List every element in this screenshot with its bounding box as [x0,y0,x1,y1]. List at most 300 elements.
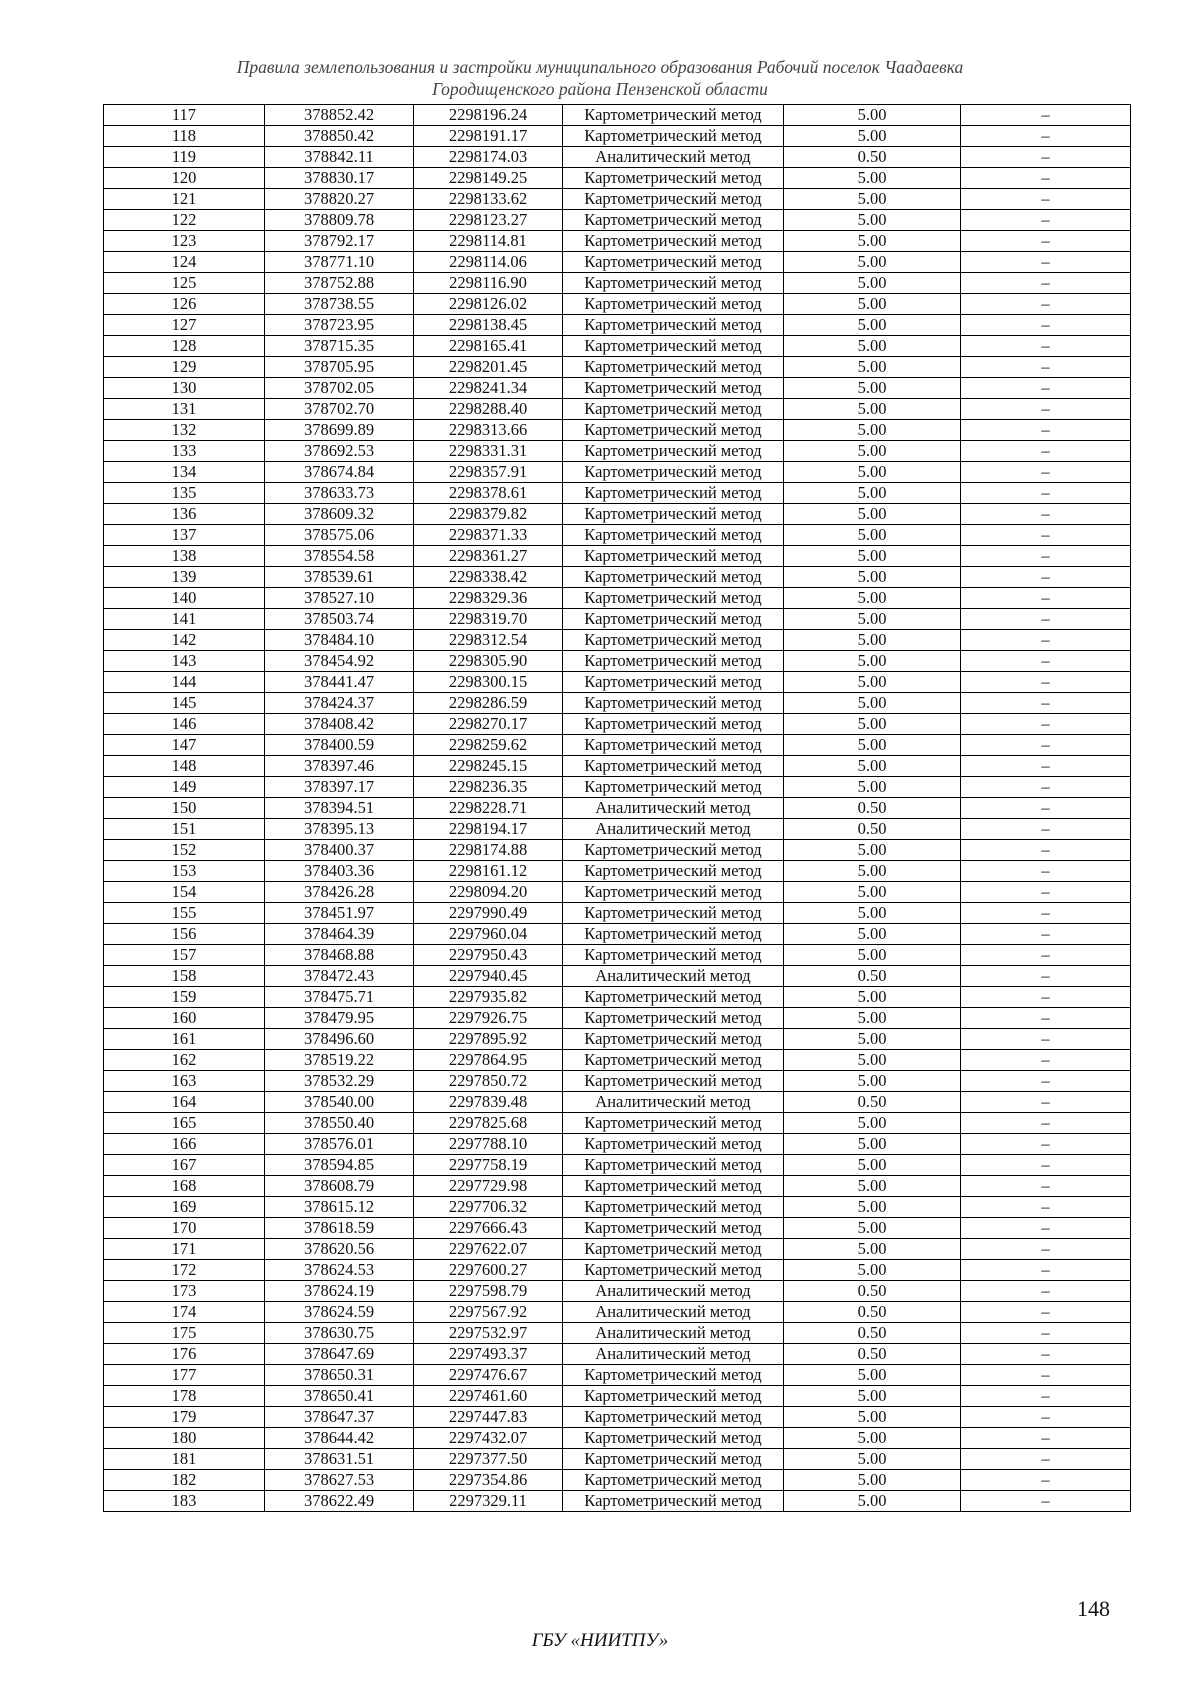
accuracy-cell: 5.00 [784,294,961,315]
note-cell: – [961,609,1131,630]
note-cell: – [961,672,1131,693]
point-number-cell: 160 [104,1008,265,1029]
point-number-cell: 177 [104,1365,265,1386]
accuracy-cell: 0.50 [784,798,961,819]
table-row [104,1260,1131,1281]
y-coordinate-cell: 2298241.34 [414,378,563,399]
note-cell: – [961,273,1131,294]
y-coordinate-cell: 2297567.92 [414,1302,563,1323]
accuracy-cell: 5.00 [784,315,961,336]
y-coordinate-cell: 2298338.42 [414,567,563,588]
table-row [104,630,1131,651]
note-cell: – [961,1134,1131,1155]
y-coordinate-cell: 2298319.70 [414,609,563,630]
point-number-cell: 139 [104,567,265,588]
table-row [104,1449,1131,1470]
accuracy-cell: 5.00 [784,252,961,273]
accuracy-cell: 5.00 [784,525,961,546]
note-cell: – [961,1029,1131,1050]
note-cell: – [961,1407,1131,1428]
point-number-cell: 154 [104,882,265,903]
x-coordinate-cell: 378426.28 [265,882,414,903]
note-cell: – [961,1470,1131,1491]
y-coordinate-cell: 2298361.27 [414,546,563,567]
point-number-cell: 145 [104,693,265,714]
point-number-cell: 171 [104,1239,265,1260]
method-cell: Картометрический метод [563,777,784,798]
note-cell: – [961,840,1131,861]
note-cell: – [961,1344,1131,1365]
y-coordinate-cell: 2298371.33 [414,525,563,546]
point-number-cell: 162 [104,1050,265,1071]
point-number-cell: 127 [104,315,265,336]
point-number-cell: 174 [104,1302,265,1323]
note-cell: – [961,777,1131,798]
y-coordinate-cell: 2298094.20 [414,882,563,903]
method-cell: Картометрический метод [563,1134,784,1155]
method-cell: Картометрический метод [563,903,784,924]
note-cell: – [961,315,1131,336]
accuracy-cell: 5.00 [784,882,961,903]
table-row [104,798,1131,819]
point-number-cell: 146 [104,714,265,735]
table-row [104,735,1131,756]
y-coordinate-cell: 2297706.32 [414,1197,563,1218]
point-number-cell: 123 [104,231,265,252]
point-number-cell: 122 [104,210,265,231]
x-coordinate-cell: 378618.59 [265,1218,414,1239]
point-number-cell: 157 [104,945,265,966]
y-coordinate-cell: 2297758.19 [414,1155,563,1176]
table-row [104,1218,1131,1239]
accuracy-cell: 5.00 [784,231,961,252]
table-row [104,840,1131,861]
x-coordinate-cell: 378699.89 [265,420,414,441]
method-cell: Картометрический метод [563,840,784,861]
method-cell: Картометрический метод [563,357,784,378]
y-coordinate-cell: 2298174.03 [414,147,563,168]
table-row [104,1134,1131,1155]
point-number-cell: 147 [104,735,265,756]
method-cell: Картометрический метод [563,567,784,588]
method-cell: Картометрический метод [563,1386,784,1407]
table-row [104,945,1131,966]
table-row [104,1365,1131,1386]
accuracy-cell: 5.00 [784,1155,961,1176]
x-coordinate-cell: 378809.78 [265,210,414,231]
note-cell: – [961,1155,1131,1176]
point-number-cell: 172 [104,1260,265,1281]
table-row [104,168,1131,189]
accuracy-cell: 0.50 [784,1281,961,1302]
x-coordinate-cell: 378705.95 [265,357,414,378]
note-cell: – [961,378,1131,399]
note-cell: – [961,441,1131,462]
method-cell: Картометрический метод [563,441,784,462]
y-coordinate-cell: 2298312.54 [414,630,563,651]
note-cell: – [961,1239,1131,1260]
table-row [104,1386,1131,1407]
method-cell: Картометрический метод [563,126,784,147]
table-row [104,987,1131,1008]
y-coordinate-cell: 2298259.62 [414,735,563,756]
method-cell: Картометрический метод [563,399,784,420]
accuracy-cell: 5.00 [784,105,961,126]
y-coordinate-cell: 2297729.98 [414,1176,563,1197]
y-coordinate-cell: 2298114.06 [414,252,563,273]
x-coordinate-cell: 378527.10 [265,588,414,609]
note-cell: – [961,168,1131,189]
accuracy-cell: 5.00 [784,1113,961,1134]
method-cell: Картометрический метод [563,924,784,945]
y-coordinate-cell: 2297864.95 [414,1050,563,1071]
note-cell: – [961,945,1131,966]
point-number-cell: 150 [104,798,265,819]
accuracy-cell: 5.00 [784,756,961,777]
x-coordinate-cell: 378408.42 [265,714,414,735]
accuracy-cell: 5.00 [784,378,961,399]
accuracy-cell: 5.00 [784,735,961,756]
y-coordinate-cell: 2298378.61 [414,483,563,504]
note-cell: – [961,546,1131,567]
y-coordinate-cell: 2298123.27 [414,210,563,231]
method-cell: Картометрический метод [563,756,784,777]
coordinates-table [103,104,1131,1512]
y-coordinate-cell: 2297329.11 [414,1491,563,1512]
point-number-cell: 161 [104,1029,265,1050]
note-cell: – [961,357,1131,378]
method-cell: Аналитический метод [563,1092,784,1113]
method-cell: Картометрический метод [563,1176,784,1197]
y-coordinate-cell: 2298161.12 [414,861,563,882]
point-number-cell: 138 [104,546,265,567]
method-cell: Картометрический метод [563,1428,784,1449]
table-row [104,1071,1131,1092]
method-cell: Картометрический метод [563,546,784,567]
accuracy-cell: 5.00 [784,1218,961,1239]
note-cell: – [961,819,1131,840]
accuracy-cell: 5.00 [784,1239,961,1260]
point-number-cell: 117 [104,105,265,126]
method-cell: Картометрический метод [563,987,784,1008]
method-cell: Аналитический метод [563,798,784,819]
accuracy-cell: 5.00 [784,1449,961,1470]
y-coordinate-cell: 2297788.10 [414,1134,563,1155]
note-cell: – [961,1302,1131,1323]
x-coordinate-cell: 378403.36 [265,861,414,882]
table-row [104,126,1131,147]
table-row [104,1323,1131,1344]
method-cell: Картометрический метод [563,1218,784,1239]
y-coordinate-cell: 2297600.27 [414,1260,563,1281]
method-cell: Картометрический метод [563,462,784,483]
table-row [104,1491,1131,1512]
x-coordinate-cell: 378842.11 [265,147,414,168]
x-coordinate-cell: 378852.42 [265,105,414,126]
y-coordinate-cell: 2298114.81 [414,231,563,252]
accuracy-cell: 5.00 [784,462,961,483]
note-cell: – [961,1260,1131,1281]
y-coordinate-cell: 2298305.90 [414,651,563,672]
point-number-cell: 164 [104,1092,265,1113]
point-number-cell: 119 [104,147,265,168]
method-cell: Картометрический метод [563,210,784,231]
point-number-cell: 152 [104,840,265,861]
note-cell: – [961,1113,1131,1134]
method-cell: Картометрический метод [563,651,784,672]
x-coordinate-cell: 378394.51 [265,798,414,819]
table-row [104,903,1131,924]
accuracy-cell: 5.00 [784,1197,961,1218]
method-cell: Картометрический метод [563,1260,784,1281]
note-cell: – [961,294,1131,315]
point-number-cell: 167 [104,1155,265,1176]
x-coordinate-cell: 378650.31 [265,1365,414,1386]
note-cell: – [961,105,1131,126]
method-cell: Аналитический метод [563,1302,784,1323]
y-coordinate-cell: 2297493.37 [414,1344,563,1365]
point-number-cell: 156 [104,924,265,945]
point-number-cell: 118 [104,126,265,147]
table-row [104,924,1131,945]
x-coordinate-cell: 378644.42 [265,1428,414,1449]
point-number-cell: 166 [104,1134,265,1155]
x-coordinate-cell: 378397.17 [265,777,414,798]
table-row [104,231,1131,252]
y-coordinate-cell: 2298196.24 [414,105,563,126]
y-coordinate-cell: 2297895.92 [414,1029,563,1050]
y-coordinate-cell: 2298379.82 [414,504,563,525]
table-row [104,273,1131,294]
x-coordinate-cell: 378647.37 [265,1407,414,1428]
accuracy-cell: 5.00 [784,189,961,210]
note-cell: – [961,126,1131,147]
note-cell: – [961,210,1131,231]
table-row [104,420,1131,441]
y-coordinate-cell: 2297926.75 [414,1008,563,1029]
x-coordinate-cell: 378484.10 [265,630,414,651]
accuracy-cell: 0.50 [784,1092,961,1113]
table-row [104,189,1131,210]
table-row [104,1029,1131,1050]
note-cell: – [961,1491,1131,1512]
note-cell: – [961,882,1131,903]
point-number-cell: 140 [104,588,265,609]
note-cell: – [961,1008,1131,1029]
method-cell: Картометрический метод [563,231,784,252]
x-coordinate-cell: 378692.53 [265,441,414,462]
method-cell: Картометрический метод [563,1008,784,1029]
x-coordinate-cell: 378624.19 [265,1281,414,1302]
method-cell: Картометрический метод [563,483,784,504]
table-row [104,966,1131,987]
point-number-cell: 158 [104,966,265,987]
note-cell: – [961,1428,1131,1449]
point-number-cell: 175 [104,1323,265,1344]
accuracy-cell: 5.00 [784,546,961,567]
point-number-cell: 133 [104,441,265,462]
y-coordinate-cell: 2298270.17 [414,714,563,735]
table-row [104,714,1131,735]
note-cell: – [961,924,1131,945]
method-cell: Картометрический метод [563,189,784,210]
y-coordinate-cell: 2297825.68 [414,1113,563,1134]
point-number-cell: 131 [104,399,265,420]
table-row [104,1302,1131,1323]
method-cell: Картометрический метод [563,630,784,651]
accuracy-cell: 5.00 [784,924,961,945]
table-row [104,1428,1131,1449]
y-coordinate-cell: 2297940.45 [414,966,563,987]
accuracy-cell: 5.00 [784,567,961,588]
x-coordinate-cell: 378441.47 [265,672,414,693]
y-coordinate-cell: 2298288.40 [414,399,563,420]
y-coordinate-cell: 2297461.60 [414,1386,563,1407]
accuracy-cell: 5.00 [784,672,961,693]
note-cell: – [961,651,1131,672]
accuracy-cell: 5.00 [784,1008,961,1029]
note-cell: – [961,861,1131,882]
method-cell: Аналитический метод [563,1323,784,1344]
table-row [104,1092,1131,1113]
method-cell: Аналитический метод [563,966,784,987]
note-cell: – [961,1050,1131,1071]
y-coordinate-cell: 2298245.15 [414,756,563,777]
x-coordinate-cell: 378400.37 [265,840,414,861]
x-coordinate-cell: 378702.70 [265,399,414,420]
table-row [104,483,1131,504]
note-cell: – [961,966,1131,987]
x-coordinate-cell: 378830.17 [265,168,414,189]
accuracy-cell: 5.00 [784,651,961,672]
accuracy-cell: 5.00 [784,1029,961,1050]
note-cell: – [961,1071,1131,1092]
note-cell: – [961,420,1131,441]
method-cell: Картометрический метод [563,714,784,735]
table-row [104,462,1131,483]
x-coordinate-cell: 378723.95 [265,315,414,336]
note-cell: – [961,1323,1131,1344]
x-coordinate-cell: 378622.49 [265,1491,414,1512]
note-cell: – [961,483,1131,504]
accuracy-cell: 5.00 [784,1260,961,1281]
method-cell: Картометрический метод [563,1365,784,1386]
x-coordinate-cell: 378539.61 [265,567,414,588]
x-coordinate-cell: 378576.01 [265,1134,414,1155]
accuracy-cell: 5.00 [784,609,961,630]
table-row [104,819,1131,840]
table-row [104,861,1131,882]
y-coordinate-cell: 2298149.25 [414,168,563,189]
note-cell: – [961,147,1131,168]
method-cell: Картометрический метод [563,1449,784,1470]
accuracy-cell: 5.00 [784,840,961,861]
x-coordinate-cell: 378594.85 [265,1155,414,1176]
accuracy-cell: 0.50 [784,1323,961,1344]
table-row [104,1344,1131,1365]
method-cell: Картометрический метод [563,420,784,441]
x-coordinate-cell: 378752.88 [265,273,414,294]
point-number-cell: 121 [104,189,265,210]
method-cell: Аналитический метод [563,1281,784,1302]
accuracy-cell: 0.50 [784,819,961,840]
y-coordinate-cell: 2297476.67 [414,1365,563,1386]
accuracy-cell: 5.00 [784,168,961,189]
point-number-cell: 137 [104,525,265,546]
point-number-cell: 183 [104,1491,265,1512]
table-row [104,336,1131,357]
accuracy-cell: 5.00 [784,273,961,294]
x-coordinate-cell: 378850.42 [265,126,414,147]
x-coordinate-cell: 378674.84 [265,462,414,483]
note-cell: – [961,1386,1131,1407]
accuracy-cell: 5.00 [784,483,961,504]
page-header [0,56,1200,100]
table-row [104,567,1131,588]
point-number-cell: 136 [104,504,265,525]
y-coordinate-cell: 2298228.71 [414,798,563,819]
y-coordinate-cell: 2298191.17 [414,126,563,147]
point-number-cell: 130 [104,378,265,399]
table-row [104,1407,1131,1428]
note-cell: – [961,1197,1131,1218]
table-row [104,1155,1131,1176]
x-coordinate-cell: 378395.13 [265,819,414,840]
x-coordinate-cell: 378503.74 [265,609,414,630]
x-coordinate-cell: 378424.37 [265,693,414,714]
table-row [104,1470,1131,1491]
y-coordinate-cell: 2298116.90 [414,273,563,294]
accuracy-cell: 5.00 [784,693,961,714]
accuracy-cell: 5.00 [784,945,961,966]
method-cell: Картометрический метод [563,315,784,336]
y-coordinate-cell: 2298300.15 [414,672,563,693]
x-coordinate-cell: 378792.17 [265,231,414,252]
point-number-cell: 126 [104,294,265,315]
accuracy-cell: 5.00 [784,987,961,1008]
note-cell: – [961,735,1131,756]
point-number-cell: 173 [104,1281,265,1302]
y-coordinate-cell: 2297447.83 [414,1407,563,1428]
x-coordinate-cell: 378532.29 [265,1071,414,1092]
table-row [104,504,1131,525]
method-cell: Картометрический метод [563,105,784,126]
y-coordinate-cell: 2298194.17 [414,819,563,840]
method-cell: Картометрический метод [563,1197,784,1218]
accuracy-cell: 5.00 [784,336,961,357]
note-cell: – [961,504,1131,525]
note-cell: – [961,1092,1131,1113]
method-cell: Картометрический метод [563,882,784,903]
x-coordinate-cell: 378630.75 [265,1323,414,1344]
method-cell: Картометрический метод [563,336,784,357]
point-number-cell: 165 [104,1113,265,1134]
y-coordinate-cell: 2298138.45 [414,315,563,336]
table-row [104,147,1131,168]
point-number-cell: 169 [104,1197,265,1218]
method-cell: Аналитический метод [563,1344,784,1365]
x-coordinate-cell: 378400.59 [265,735,414,756]
y-coordinate-cell: 2297532.97 [414,1323,563,1344]
table-row [104,756,1131,777]
x-coordinate-cell: 378451.97 [265,903,414,924]
note-cell: – [961,399,1131,420]
point-number-cell: 134 [104,462,265,483]
table-row [104,105,1131,126]
table-row [104,1050,1131,1071]
table-row [104,1197,1131,1218]
table-row [104,399,1131,420]
